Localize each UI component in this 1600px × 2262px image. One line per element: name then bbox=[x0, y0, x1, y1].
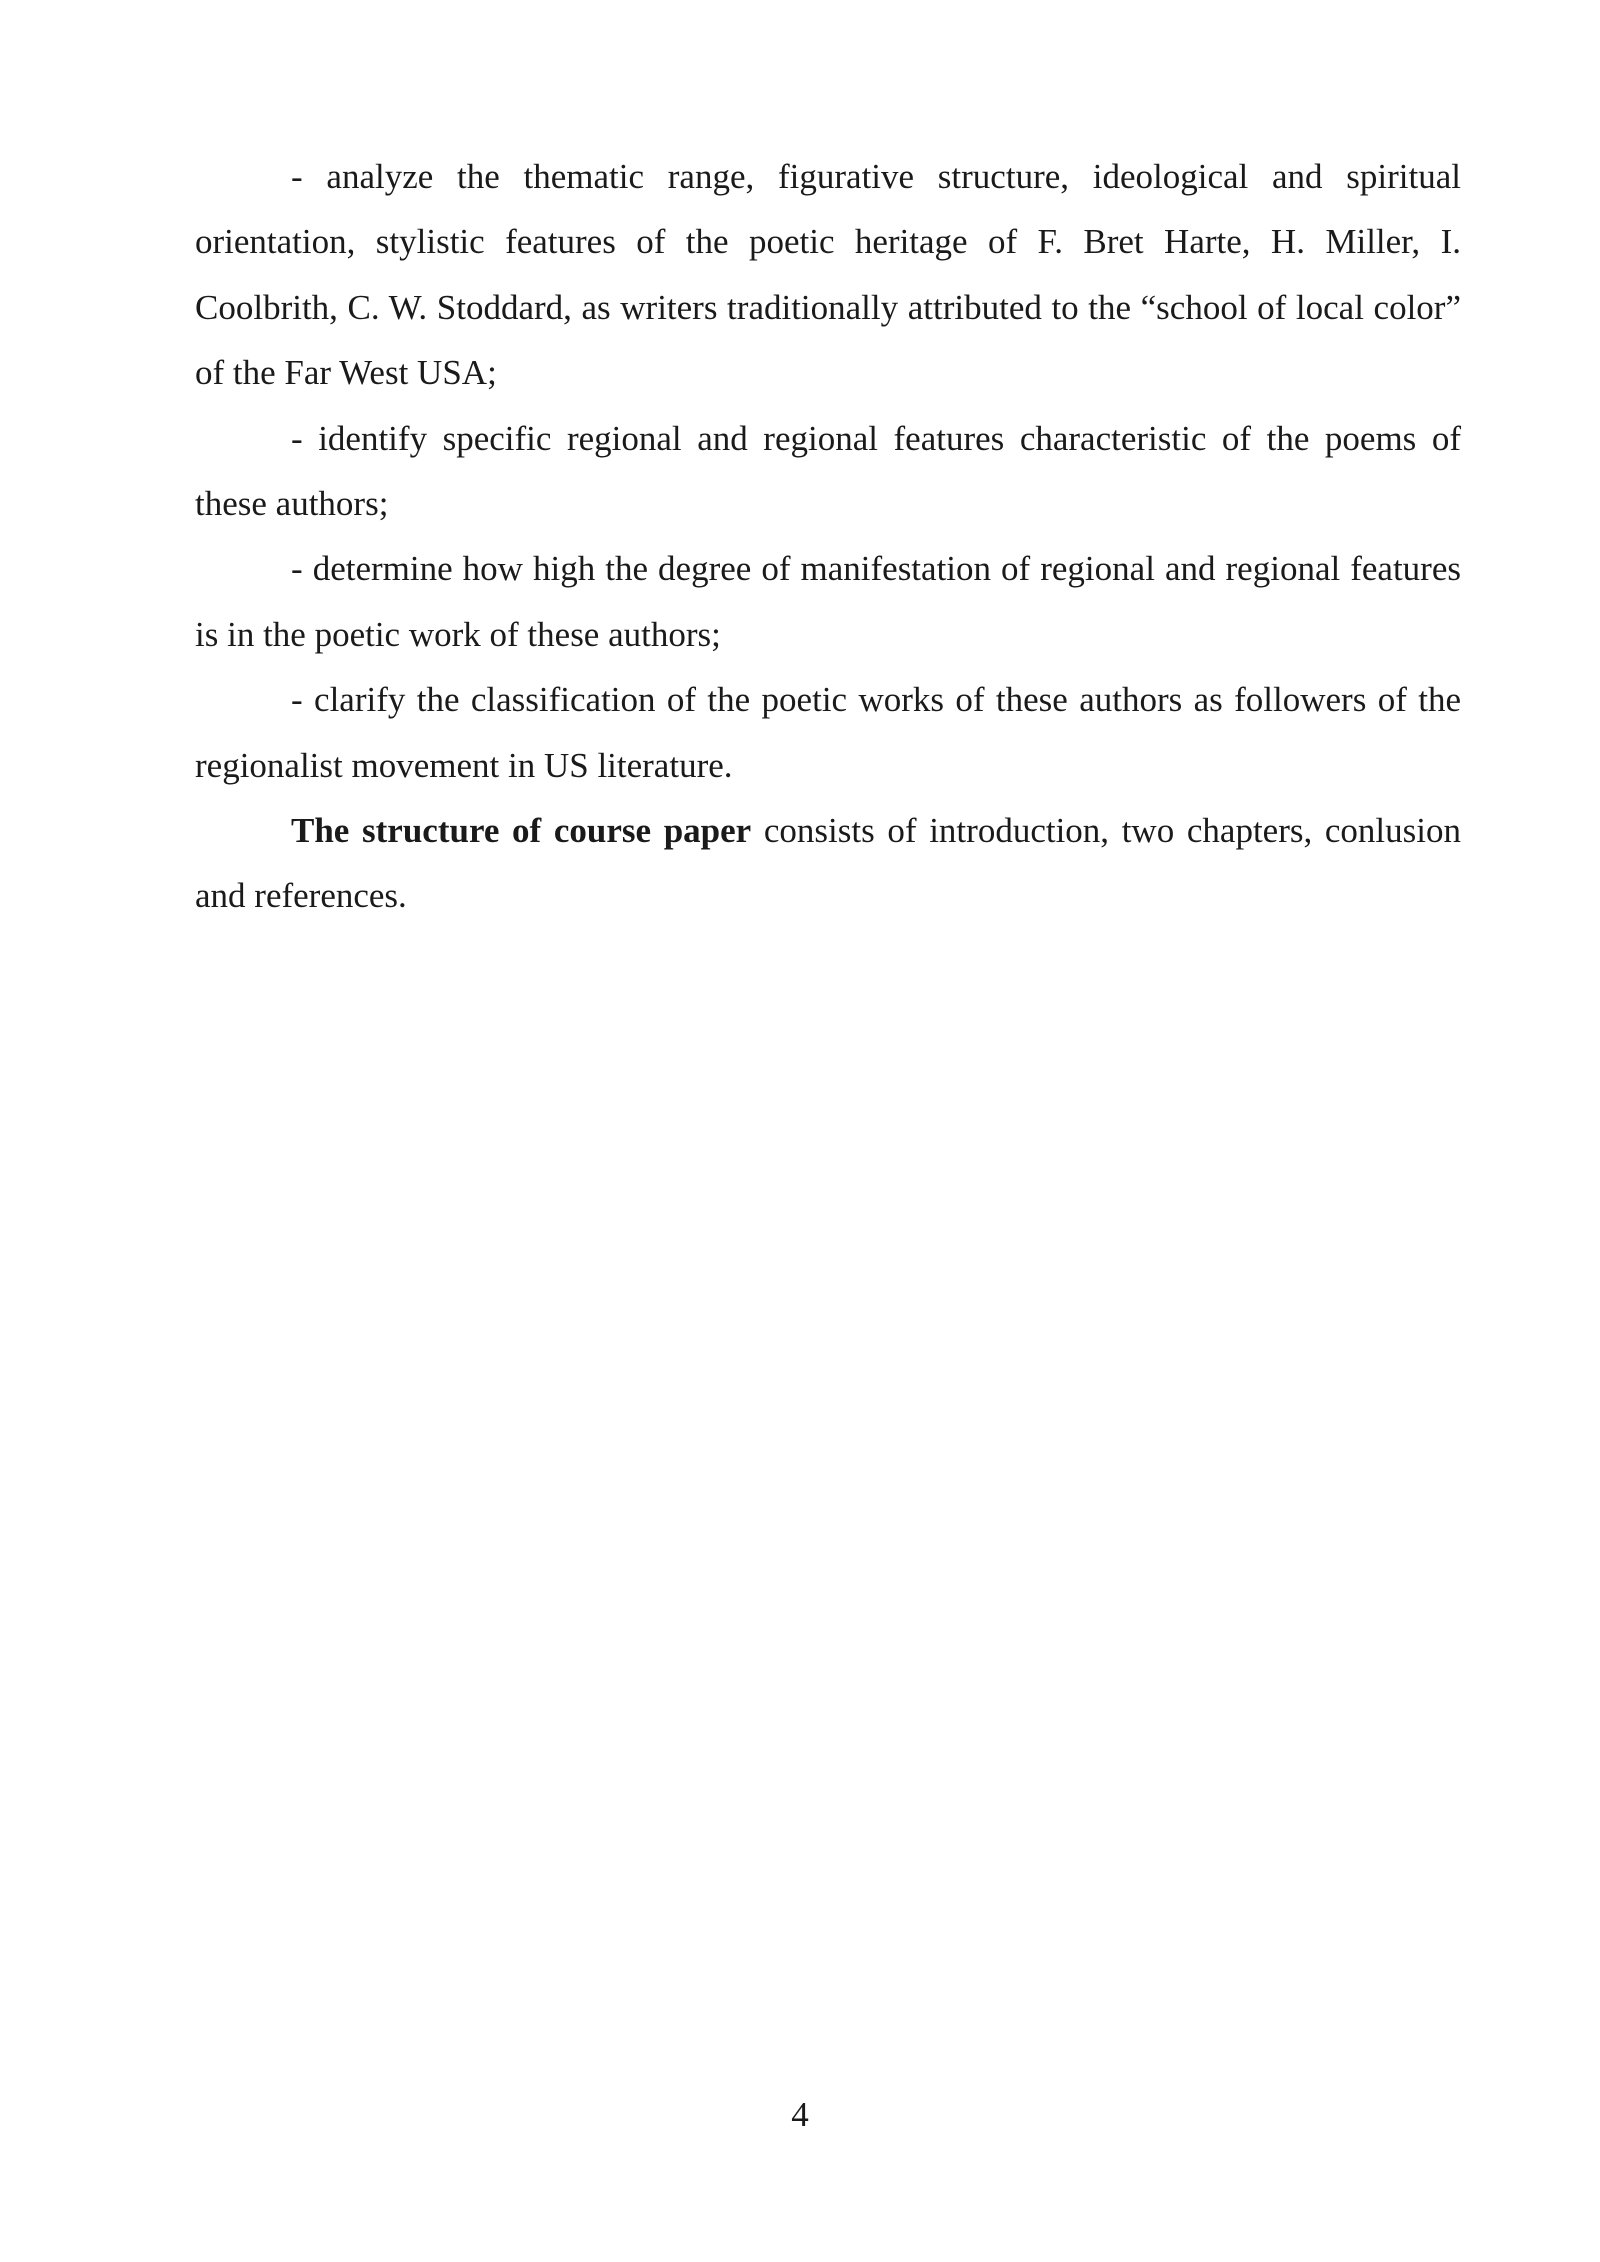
structure-paragraph bbox=[195, 798, 1461, 929]
page-body bbox=[195, 144, 1461, 929]
list-item-analyze: - analyze the thematic range, figurative structure, ideological and spiritual orientation, stylistic features of the poetic heritage of F. Bret Harte, H. Miller, I. Coolbrith, C. W. Stoddard, as writers traditionally attributed to the “school of local color” of the Far West USA; bbox=[195, 157, 1461, 393]
list-item-determine: - determine how high the degree of manifestation of regional and regional features is in the poetic work of these authors; bbox=[195, 549, 1461, 654]
structure-heading: The structure of course paper bbox=[291, 811, 752, 851]
page-number: 4 bbox=[791, 2095, 809, 2134]
list-item-clarify: - clarify the classification of the poetic works of these authors as followers of the regionalist movement in US literature. bbox=[195, 680, 1461, 785]
list-item-identify: - identify specific regional and regional features characteristic of the poems of these authors; bbox=[195, 418, 1461, 524]
structure-text: consists of introduction, two chapters, conlusion and references. bbox=[195, 811, 1461, 916]
